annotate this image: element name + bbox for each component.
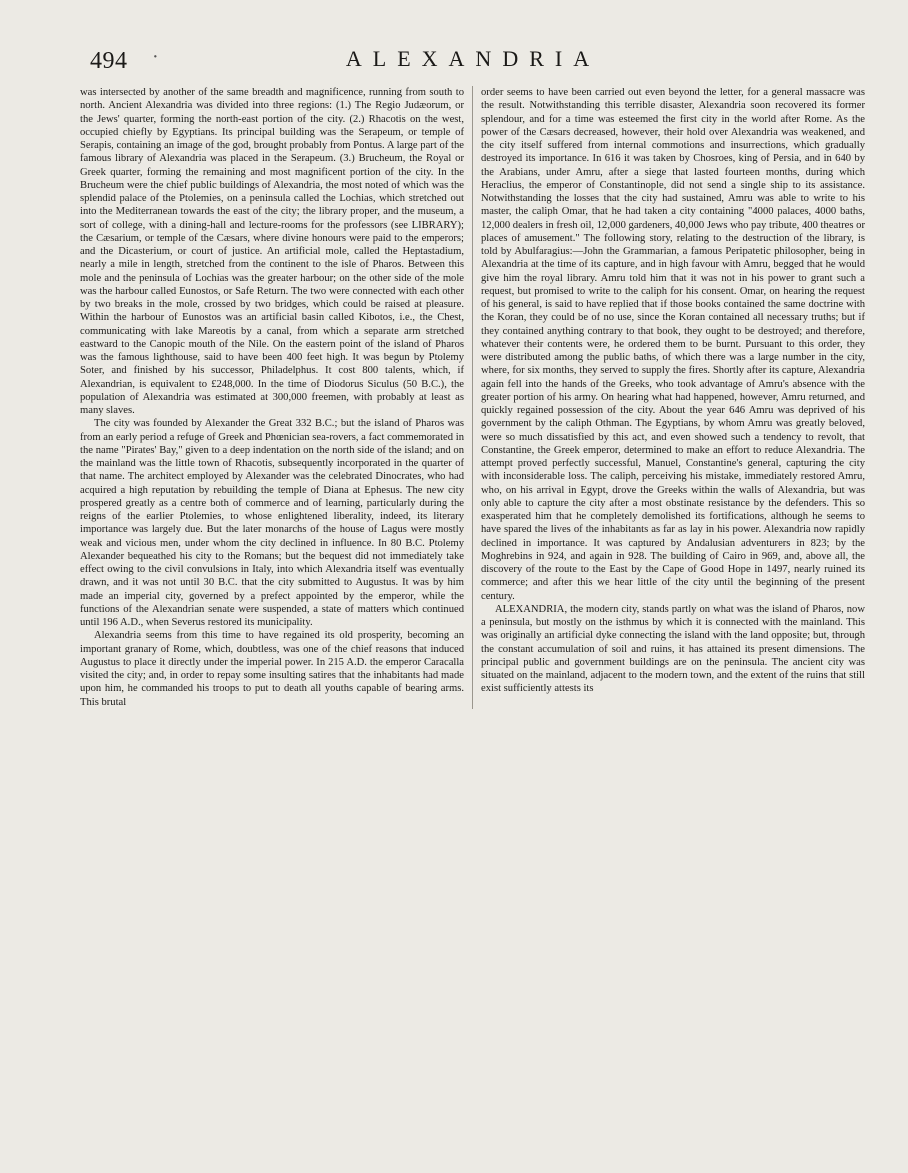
header-mark: · bbox=[152, 46, 159, 68]
right-column bbox=[472, 86, 865, 709]
paragraph: Alexandria seems from this time to have regained its old prosperity, becoming an important granary of Rome, which, doubtless, was one of the chief reasons that induced Augustus to place it directly under the imperial power. In 215 A.D. the emperor Caracalla visited the city; and, in order to repay some insulting satires that the inhabitants had made upon him, he commanded his troops to put to death all youths capable of bearing arms. This brutal bbox=[80, 630, 464, 708]
text-columns bbox=[80, 86, 866, 709]
page-header bbox=[80, 42, 866, 86]
paragraph: ALEXANDRIA, the modern city, stands partly on what was the island of Pharos, now a peninsula, but mostly on the isthmus by which it is connected with the mainland. This was originally an artificial dyke connecting the island with the land opposite; but, through the constant accumulation of soil and ruins, it has attained its present dimensions. The principal public and government buildings are on the peninsula. The ancient city was situated on the mainland, adjacent to the modern town, and the extent of the ruins that still exist sufficiently attests its bbox=[481, 603, 865, 695]
left-column bbox=[80, 86, 472, 709]
paragraph: order seems to have been carried out even beyond the letter, for a general massacre was the result. Notwithstanding this terrible disaster, Alexandria soon recovered its former splendour, and for a time was esteemed the first city in the world after Rome. As the power of the Cæsars decreased, however, their hold over Alexandria was weakened, and the city itself suffered from internal commotions and insurrections, which gradually destroyed its importance. In 616 it was taken by Chosroes, king of Persia, and in 640 by the Arabians, under Amru, after a siege that lasted fourteen months, during which Heraclius, the emperor of Constantinople, did not send a single ship to its assistance. Notwithstanding the losses that the city had sustained, Amru was able to write to his master, the caliph Omar, that he had taken a city containing "4000 palaces, 4000 baths, 12,000 dealers in fresh oil, 12,000 gardeners, 40,000 Jews who pay tribute, 400 theatres or places of amusement." The following story, relating to the destruction of the library, is told by Abulfaragius:—John the Grammarian, a famous Peripatetic philosopher, being in Alexandria at the time of its capture, and in high favour with Amru, begged that he would give him the royal library. Amru told him that it was not in his power to grant such a request, but promised to write to the caliph for his consent. Omar, on hearing the request of his general, is said to have replied that if those books contained the same doctrine with the Koran, they could be of no use, since the Koran contained all necessary truths; but if they contained anything contrary to that book, they ought to be destroyed; and therefore, whatever their contents were, he ordered them to be burnt. Pursuant to this order, they were distributed among the public baths, of which there was a large number in the city, where, for six months, they served to supply the fires. Shortly after its capture, Alexandria again fell into the hands of the Greeks, who took advantage of Amru's absence with the greater portion of his army. On hearing what had happened, however, Amru returned, and quickly regained possession of the city. About the year 646 Amru was deprived of his government by the caliph Othman. The Egyptians, by whom Amru was greatly beloved, were so much dissatisfied by this act, and even showed such a tendency to revolt, that Constantine, the Greek emperor, determined to make an effort to reduce Alexandria. The attempt proved perfectly successful, Manuel, Constantine's general, capturing the city with inconsiderable loss. The caliph, perceiving his mistake, immediately restored Amru, who, on his arrival in Egypt, drove the Greeks within the walls of Alexandria, but was only able to capture the city after a most obstinate resistance by the defenders. This so exasperated him that he completely demolished its fortifications, although he seems to have spared the lives of the inhabitants as far as lay in his power. Alexandria now rapidly declined in importance. It was captured by Andalusian adventurers in 823; by the Moghrebins in 924, and again in 928. The building of Cairo in 969, and, above all, the discovery of the route to the East by the Cape of Good Hope in 1497, nearly ruined its commerce; and after this we hear little of the city until the beginning of the present century. bbox=[481, 87, 865, 602]
paragraph: was intersected by another of the same breadth and magnificence, running from south to north. Ancient Alexandria was divided into three regions: (1.) The Regio Judæorum, or the Jews' quarter, forming the north-east portion of the city. (2.) Rhacotis on the west, occupied chiefly by Egyptians. Its principal building was the Serapeum, or temple of Serapis, containing an image of the god, brought probably from Pontus. A large part of the famous library of Alexandria was placed in the Serapeum. (3.) Brucheum, the Royal or Greek quarter, forming the remaining and most magnificent portion of the city. In the Brucheum were the chief public buildings of Alexandria, the most noted of which was the splendid palace of the Ptolemies, on a peninsula called the Lochias, which stretched out into the Mediterranean towards the east of the city; the library proper, and the museum, a sort of college, with a dining-hall and lecture-rooms for the professors (see LIBRARY); the Cæsarium, or temple of the Cæsars, where divine honours were paid to the emperors; and the Dicasterium, or court of justice. An artificial mole, called the Heptastadium, nearly a mile in length, stretched from the continent to the isle of Pharos. Between this mole and the peninsula of Lochias was the greater harbour; on the other side of the mole was the harbour called Eunostos, or Safe Return. The two were connected with each other by two breaks in the mole, crossed by two bridges, which could be raised at pleasure. Within the harbour of Eunostos was an artificial basin called Kibotos, i.e., the Chest, communicating with lake Mareotis by a canal, from which a separate arm stretched eastward to the Canopic mouth of the Nile. On the eastern point of the island of Pharos was the famous lighthouse, said to have been 400 feet high. It was begun by Ptolemy Soter, and finished by his successor, Philadelphus. It cost 800 talents, which, if Alexandrian, is equivalent to £248,000. In the time of Diodorus Siculus (50 B.C.), the population of Alexandria was estimated at 300,000 freemen, with probably at least as many slaves. bbox=[80, 87, 464, 416]
running-title: ALEXANDRIA bbox=[345, 46, 601, 71]
page-number: 494 bbox=[90, 48, 128, 74]
paragraph: The city was founded by Alexander the Great 332 B.C.; but the island of Pharos was from an early period a refuge of Greek and Phœnician sea-rovers, a fact commemorated in the name "Pirates' Bay," given to a deep indentation on the north side of the island; and on the mainland was the little town of Rhacotis, subsequently incorporated in the quarter of that name. The architect employed by Alexander was the celebrated Dinocrates, who had acquired a high reputation by rebuilding the temple of Diana at Ephesus. The new city prospered greatly as a centre both of commerce and of learning, particularly during the reigns of the earlier Ptolemies, to whose enlightened liberality, indeed, its literary importance was largely due. But the later monarchs of the house of Lagus were mostly weak and vicious men, under whom the city declined in influence. In 80 B.C. Ptolemy Alexander bequeathed his city to the Romans; but the bequest did not immediately take effect owing to the civil convulsions in Italy, into which Alexandria itself was eventually drawn, and it was not until 30 B.C. that the city submitted to Augustus. It was by him made an imperial city, governed by a prefect appointed by the emperor, while the functions of the Alexandrian senate were suspended, a state of matters which continued until 196 A.D., when Severus restored its municipality. bbox=[80, 418, 464, 628]
